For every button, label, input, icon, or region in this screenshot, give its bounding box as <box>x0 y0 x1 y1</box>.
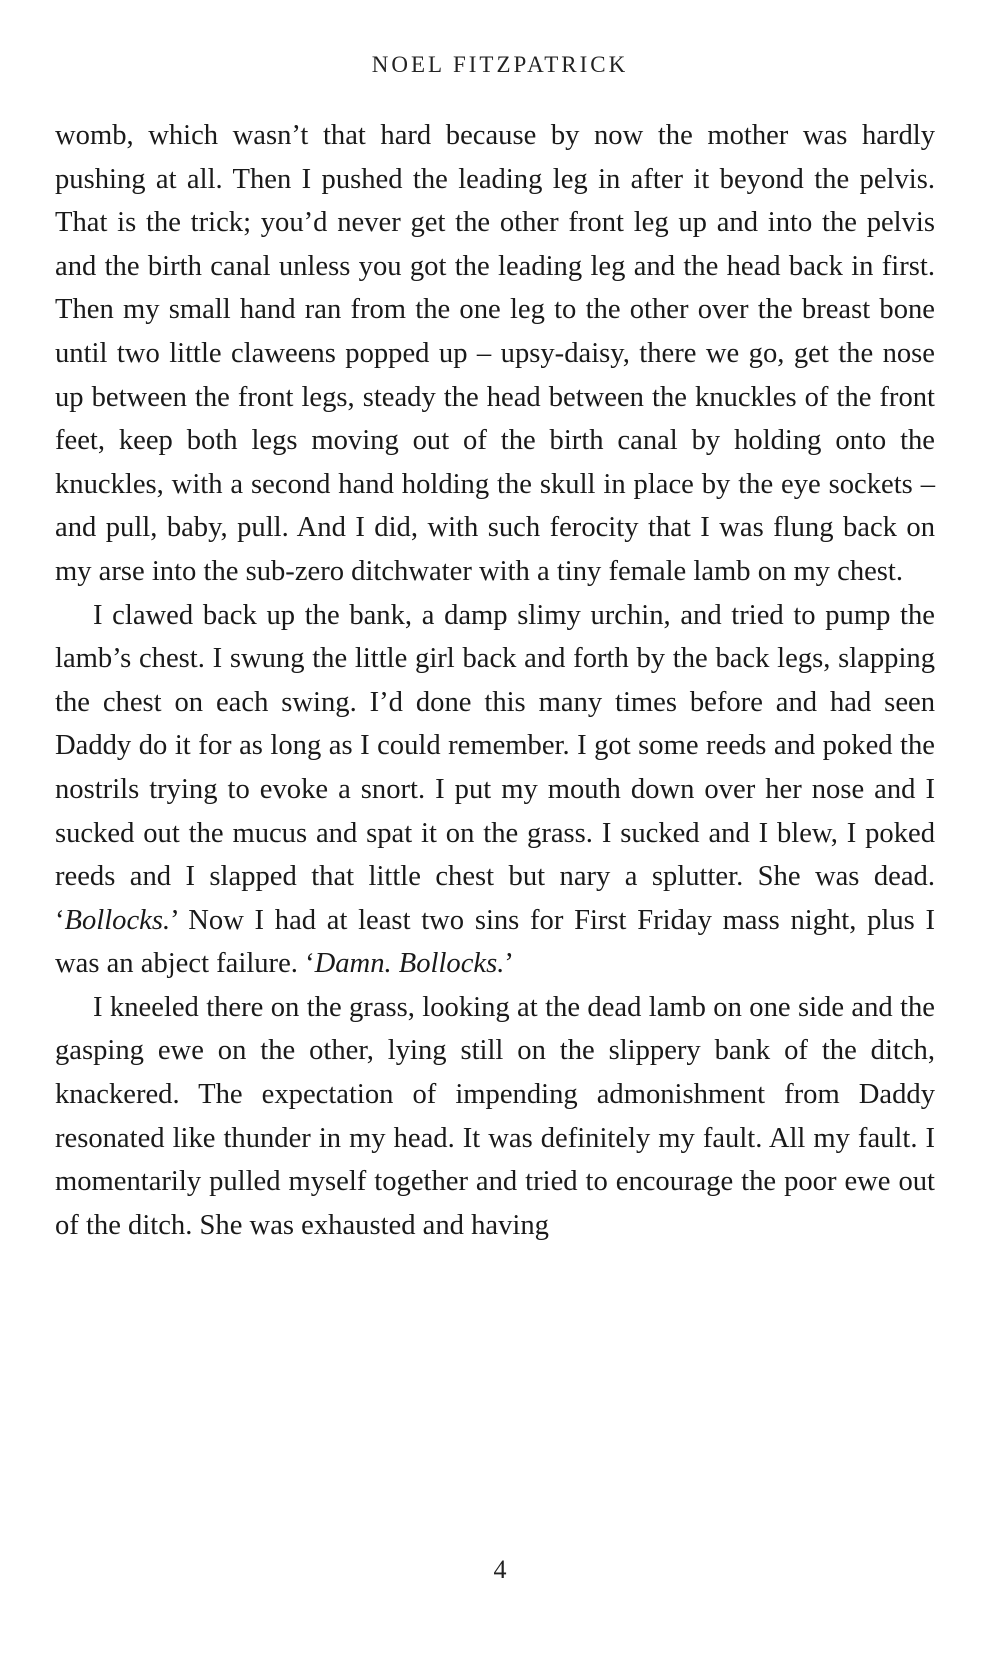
italic-exclamation: Damn. Bollocks. <box>314 948 505 980</box>
paragraph-text: I kneeled there on the grass, looking at the dead lamb on one side and the gasping ewe on the other, lying still on the slippery bank of the ditch, knackered. The expectation of impending admonishment from Daddy resonated like thunder in my head. It was definitely my fault. All my fault. I momentarily pulled myself together and tried to encourage the poor ewe out of the ditch. She was exhausted and having <box>55 991 935 1241</box>
paragraph-text: I clawed back up the bank, a damp slimy urchin, and tried to pump the lamb’s chest. I swung the little girl back and forth by the back legs, slapping the chest on each swing. I’d done this many times before and had seen Daddy do it for as long as I could remember. I got some reeds and poked the nostrils trying to evoke a snort. I put my mouth down over her nose and I sucked out the mucus and spat it on the grass. I sucked and I blew, I poked reeds and I slapped that little chest but nary a splutter. She was dead. ‘ <box>55 599 935 936</box>
paragraph-3 <box>55 986 935 1248</box>
paragraph-text: womb, which wasn’t that hard because by now the mother was hardly pushing at all. Then I pushed the leading leg in after it beyond the pelvis. That is the trick; you’d never get the other front leg up and into the pelvis and the birth canal unless you got the leading leg and the head back in first. Then my small hand ran from the one leg to the other over the breast bone until two little claweens popped up – upsy-daisy, there we go, get the nose up between the front legs, steady the head between the knuckles of the front feet, keep both legs moving out of the birth canal by holding onto the knuckles, with a second hand holding the skull in place by the eye sockets – and pull, baby, pull. And I did, with such ferocity that I was flung back on my arse into the sub-zero ditchwater with a tiny female lamb on my chest. <box>55 120 935 587</box>
paragraph-text: ’ <box>504 948 514 980</box>
italic-exclamation: Bollocks. <box>64 904 171 936</box>
running-head: NOEL FITZPATRICK <box>371 52 629 77</box>
paragraph-1 <box>55 114 935 594</box>
paragraph-text: ’ Now I had at least two sins for First Friday mass night, plus I was an abject failure. ‘ <box>55 904 935 980</box>
paragraph-2 <box>55 594 935 986</box>
body-text <box>55 114 935 1247</box>
page-number: 4 <box>493 1555 507 1584</box>
